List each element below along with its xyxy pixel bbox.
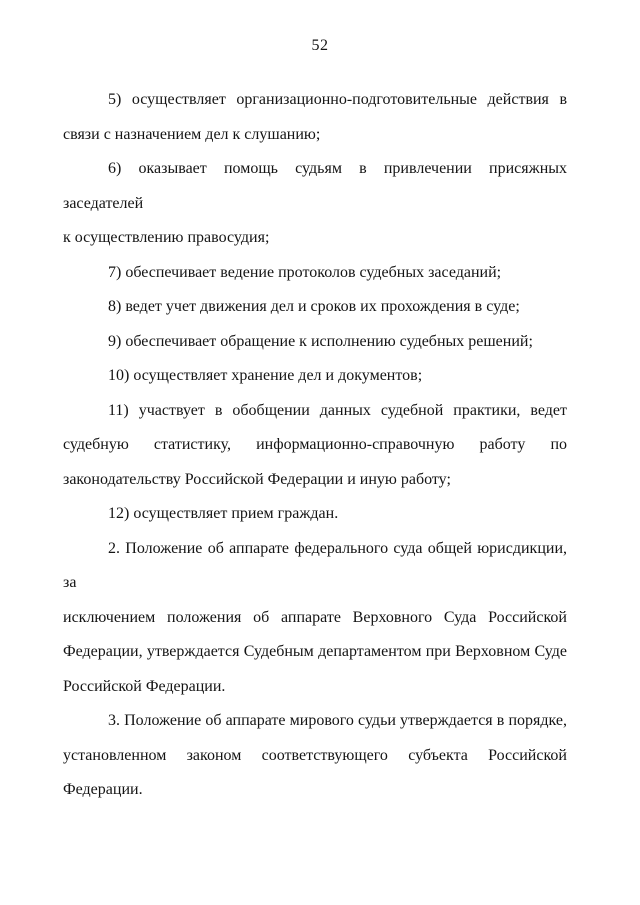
paragraph (63, 704, 567, 808)
text-line: 6) оказывает помощь судьям в привлечении присяжных заседателей (63, 160, 567, 212)
text-line: 9) обеспечивает обращение к исполнению судебных решений; (108, 332, 533, 350)
text-line: 10) осуществляет хранение дел и документов; (108, 367, 423, 384)
paragraph (63, 359, 567, 394)
text-line: Федерации. (63, 781, 143, 798)
paragraph (63, 394, 567, 498)
document-body (63, 83, 567, 808)
paragraph (63, 152, 567, 256)
text-line: Федерации, утверждается Судебным департаментом при Верховном Суде (63, 643, 567, 660)
text-line: 7) обеспечивает ведение протоколов судебных заседаний; (108, 263, 502, 281)
text-line: связи с назначением дел к слушанию; (63, 125, 321, 143)
paragraph (63, 532, 567, 705)
text-line: 3. Положение об аппарате мирового судьи утверждается в порядке, (108, 712, 567, 729)
text-line: установленном законом соответствующего субъекта Российской (63, 746, 567, 764)
text-line: Российской Федерации. (63, 677, 226, 695)
text-line: 5) осуществляет организационно-подготовительные действия в (108, 91, 567, 108)
text-line: 8) ведет учет движения дел и сроков их прохождения в суде; (108, 298, 520, 315)
paragraph (63, 325, 567, 360)
text-line: 12) осуществляет прием граждан. (108, 505, 339, 522)
text-line: 11) участвует в обобщении данных судебной практики, ведет (108, 401, 567, 419)
text-line: судебную статистику, информационно-справочную работу по (63, 436, 567, 453)
text-line: законодательству Российской Федерации и иную работу; (63, 470, 451, 488)
text-line: 2. Положение об аппарате федерального суда общей юрисдикции, за (63, 539, 567, 591)
text-line: к осуществлению правосудия; (63, 229, 270, 246)
paragraph (63, 83, 567, 152)
paragraph (63, 256, 567, 291)
page-number: 52 (311, 37, 329, 54)
text-line: исключением положения об аппарате Верховного Суда Российской (63, 608, 567, 626)
paragraph (63, 497, 567, 532)
paragraph (63, 290, 567, 325)
